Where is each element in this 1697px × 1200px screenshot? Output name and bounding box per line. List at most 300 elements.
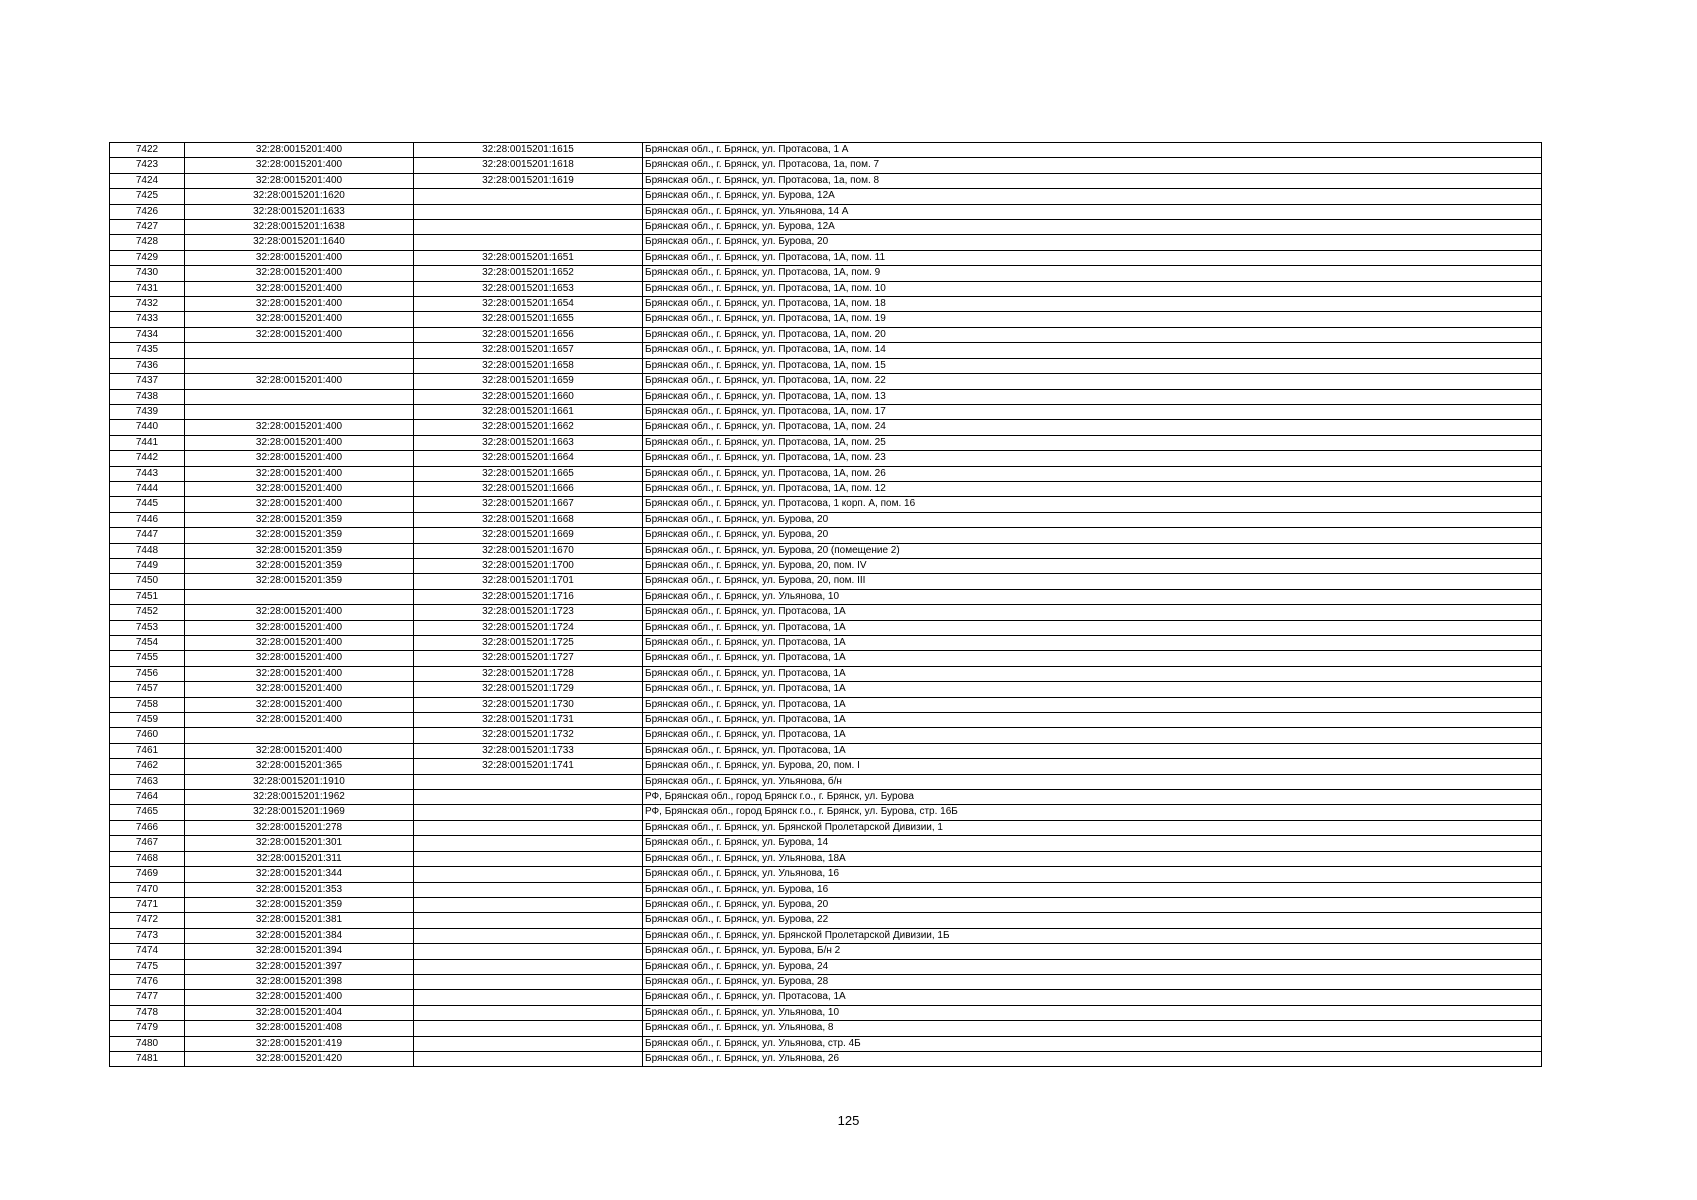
address-cell: Брянская обл., г. Брянск, ул. Протасова, 1А bbox=[643, 605, 1542, 620]
table-row bbox=[110, 666, 1542, 681]
parent-cadastral-number-cell: 32:28:0015201:400 bbox=[185, 605, 414, 620]
cadastral-number-cell: 32:28:0015201:1700 bbox=[414, 558, 643, 573]
table-row bbox=[110, 867, 1542, 882]
cadastral-number-cell: 32:28:0015201:1658 bbox=[414, 358, 643, 373]
cadastral-number-cell bbox=[414, 974, 643, 989]
cadastral-number-cell bbox=[414, 805, 643, 820]
cadastral-number-cell: 32:28:0015201:1716 bbox=[414, 589, 643, 604]
parent-cadastral-number-cell: 32:28:0015201:301 bbox=[185, 836, 414, 851]
table-row bbox=[110, 759, 1542, 774]
cadastral-number-cell: 32:28:0015201:1619 bbox=[414, 173, 643, 188]
row-number-cell: 7452 bbox=[110, 605, 185, 620]
table-row bbox=[110, 327, 1542, 342]
row-number-cell: 7469 bbox=[110, 867, 185, 882]
parent-cadastral-number-cell: 32:28:0015201:384 bbox=[185, 928, 414, 943]
row-number-cell: 7428 bbox=[110, 235, 185, 250]
parent-cadastral-number-cell: 32:28:0015201:359 bbox=[185, 543, 414, 558]
parent-cadastral-number-cell bbox=[185, 404, 414, 419]
page-number: 125 bbox=[837, 1113, 860, 1128]
cadastral-number-cell: 32:28:0015201:1729 bbox=[414, 682, 643, 697]
row-number-cell: 7440 bbox=[110, 420, 185, 435]
parent-cadastral-number-cell: 32:28:0015201:359 bbox=[185, 528, 414, 543]
address-cell: Брянская обл., г. Брянск, ул. Протасова, 1А, пом. 15 bbox=[643, 358, 1542, 373]
table-row bbox=[110, 805, 1542, 820]
row-number-cell: 7426 bbox=[110, 204, 185, 219]
cadastral-number-cell: 32:28:0015201:1652 bbox=[414, 266, 643, 281]
table-row bbox=[110, 944, 1542, 959]
cadastral-number-cell bbox=[414, 867, 643, 882]
table-row bbox=[110, 897, 1542, 912]
row-number-cell: 7475 bbox=[110, 959, 185, 974]
parent-cadastral-number-cell: 32:28:0015201:400 bbox=[185, 420, 414, 435]
parent-cadastral-number-cell: 32:28:0015201:400 bbox=[185, 158, 414, 173]
parent-cadastral-number-cell: 32:28:0015201:404 bbox=[185, 1005, 414, 1020]
row-number-cell: 7434 bbox=[110, 327, 185, 342]
parent-cadastral-number-cell: 32:28:0015201:400 bbox=[185, 620, 414, 635]
parent-cadastral-number-cell: 32:28:0015201:397 bbox=[185, 959, 414, 974]
row-number-cell: 7478 bbox=[110, 1005, 185, 1020]
table-row bbox=[110, 204, 1542, 219]
row-number-cell: 7436 bbox=[110, 358, 185, 373]
table-row bbox=[110, 605, 1542, 620]
row-number-cell: 7468 bbox=[110, 851, 185, 866]
table-row bbox=[110, 143, 1542, 158]
parent-cadastral-number-cell: 32:28:0015201:398 bbox=[185, 974, 414, 989]
parent-cadastral-number-cell bbox=[185, 358, 414, 373]
table-row bbox=[110, 466, 1542, 481]
cadastral-number-cell bbox=[414, 1051, 643, 1066]
row-number-cell: 7460 bbox=[110, 728, 185, 743]
parent-cadastral-number-cell: 32:28:0015201:1640 bbox=[185, 235, 414, 250]
table-row bbox=[110, 297, 1542, 312]
parent-cadastral-number-cell: 32:28:0015201:400 bbox=[185, 713, 414, 728]
table-row bbox=[110, 435, 1542, 450]
parent-cadastral-number-cell: 32:28:0015201:278 bbox=[185, 820, 414, 835]
cadastral-number-cell: 32:28:0015201:1741 bbox=[414, 759, 643, 774]
parent-cadastral-number-cell: 32:28:0015201:353 bbox=[185, 882, 414, 897]
parent-cadastral-number-cell: 32:28:0015201:400 bbox=[185, 143, 414, 158]
address-cell: Брянская обл., г. Брянск, ул. Протасова, 1А, пом. 19 bbox=[643, 312, 1542, 327]
address-cell: Брянская обл., г. Брянск, ул. Протасова, 1А, пом. 17 bbox=[643, 404, 1542, 419]
cadastral-number-cell bbox=[414, 820, 643, 835]
row-number-cell: 7424 bbox=[110, 173, 185, 188]
row-number-cell: 7453 bbox=[110, 620, 185, 635]
cadastral-number-cell: 32:28:0015201:1725 bbox=[414, 636, 643, 651]
table-row bbox=[110, 882, 1542, 897]
table-row bbox=[110, 1051, 1542, 1066]
parent-cadastral-number-cell: 32:28:0015201:400 bbox=[185, 497, 414, 512]
row-number-cell: 7430 bbox=[110, 266, 185, 281]
address-cell: Брянская обл., г. Брянск, ул. Протасова, 1А, пом. 20 bbox=[643, 327, 1542, 342]
parent-cadastral-number-cell bbox=[185, 589, 414, 604]
address-cell: Брянская обл., г. Брянск, ул. Бурова, 20 (помещение 2) bbox=[643, 543, 1542, 558]
row-number-cell: 7455 bbox=[110, 651, 185, 666]
address-cell: Брянская обл., г. Брянск, ул. Протасова, 1А bbox=[643, 728, 1542, 743]
table-row bbox=[110, 404, 1542, 419]
address-cell: Брянская обл., г. Брянск, ул. Бурова, 20, пом. I bbox=[643, 759, 1542, 774]
cadastral-number-cell: 32:28:0015201:1701 bbox=[414, 574, 643, 589]
row-number-cell: 7454 bbox=[110, 636, 185, 651]
parent-cadastral-number-cell: 32:28:0015201:1633 bbox=[185, 204, 414, 219]
cadastral-table bbox=[109, 142, 1542, 1067]
table-row bbox=[110, 1021, 1542, 1036]
cadastral-number-cell bbox=[414, 774, 643, 789]
table-row bbox=[110, 774, 1542, 789]
table-row bbox=[110, 974, 1542, 989]
address-cell: Брянская обл., г. Брянск, ул. Протасова, 1А, пом. 12 bbox=[643, 481, 1542, 496]
parent-cadastral-number-cell: 32:28:0015201:344 bbox=[185, 867, 414, 882]
address-cell: Брянская обл., г. Брянск, ул. Ульянова, 16 bbox=[643, 867, 1542, 882]
parent-cadastral-number-cell: 32:28:0015201:400 bbox=[185, 666, 414, 681]
cadastral-number-cell: 32:28:0015201:1668 bbox=[414, 512, 643, 527]
cadastral-number-cell bbox=[414, 913, 643, 928]
address-cell: Брянская обл., г. Брянск, ул. Протасова, 1А bbox=[643, 697, 1542, 712]
row-number-cell: 7445 bbox=[110, 497, 185, 512]
row-number-cell: 7446 bbox=[110, 512, 185, 527]
parent-cadastral-number-cell bbox=[185, 728, 414, 743]
address-cell: Брянская обл., г. Брянск, ул. Протасова, 1А bbox=[643, 743, 1542, 758]
parent-cadastral-number-cell: 32:28:0015201:400 bbox=[185, 297, 414, 312]
address-cell: Брянская обл., г. Брянск, ул. Протасова, 1А, пом. 9 bbox=[643, 266, 1542, 281]
cadastral-number-cell bbox=[414, 990, 643, 1005]
address-cell: Брянская обл., г. Брянск, ул. Протасова, 1А, пом. 22 bbox=[643, 374, 1542, 389]
parent-cadastral-number-cell: 32:28:0015201:365 bbox=[185, 759, 414, 774]
table-row bbox=[110, 266, 1542, 281]
address-cell: Брянская обл., г. Брянск, ул. Протасова, 1А, пом. 14 bbox=[643, 343, 1542, 358]
cadastral-number-cell: 32:28:0015201:1659 bbox=[414, 374, 643, 389]
row-number-cell: 7477 bbox=[110, 990, 185, 1005]
parent-cadastral-number-cell: 32:28:0015201:311 bbox=[185, 851, 414, 866]
address-cell: Брянская обл., г. Брянск, ул. Бурова, 14 bbox=[643, 836, 1542, 851]
cadastral-number-cell: 32:28:0015201:1730 bbox=[414, 697, 643, 712]
table-row bbox=[110, 451, 1542, 466]
row-number-cell: 7465 bbox=[110, 805, 185, 820]
cadastral-number-cell: 32:28:0015201:1653 bbox=[414, 281, 643, 296]
table-row bbox=[110, 374, 1542, 389]
cadastral-number-cell bbox=[414, 944, 643, 959]
row-number-cell: 7438 bbox=[110, 389, 185, 404]
table-row bbox=[110, 928, 1542, 943]
cadastral-number-cell: 32:28:0015201:1666 bbox=[414, 481, 643, 496]
parent-cadastral-number-cell: 32:28:0015201:420 bbox=[185, 1051, 414, 1066]
table-row bbox=[110, 235, 1542, 250]
table-row bbox=[110, 728, 1542, 743]
cadastral-number-cell: 32:28:0015201:1657 bbox=[414, 343, 643, 358]
address-cell: Брянская обл., г. Брянск, ул. Протасова, 1А, пом. 24 bbox=[643, 420, 1542, 435]
parent-cadastral-number-cell: 32:28:0015201:400 bbox=[185, 636, 414, 651]
row-number-cell: 7462 bbox=[110, 759, 185, 774]
cadastral-number-cell bbox=[414, 1005, 643, 1020]
cadastral-number-cell: 32:28:0015201:1615 bbox=[414, 143, 643, 158]
parent-cadastral-number-cell: 32:28:0015201:400 bbox=[185, 481, 414, 496]
cadastral-number-cell bbox=[414, 1021, 643, 1036]
cadastral-number-cell bbox=[414, 959, 643, 974]
row-number-cell: 7423 bbox=[110, 158, 185, 173]
address-cell: Брянская обл., г. Брянск, ул. Протасова, 1А, пом. 10 bbox=[643, 281, 1542, 296]
parent-cadastral-number-cell: 32:28:0015201:400 bbox=[185, 682, 414, 697]
row-number-cell: 7458 bbox=[110, 697, 185, 712]
table-row bbox=[110, 1005, 1542, 1020]
table-row bbox=[110, 697, 1542, 712]
row-number-cell: 7449 bbox=[110, 558, 185, 573]
table-row bbox=[110, 713, 1542, 728]
cadastral-number-cell bbox=[414, 882, 643, 897]
table-row bbox=[110, 420, 1542, 435]
address-cell: Брянская обл., г. Брянск, ул. Ульянова, стр. 4Б bbox=[643, 1036, 1542, 1051]
cadastral-number-cell: 32:28:0015201:1655 bbox=[414, 312, 643, 327]
cadastral-number-cell: 32:28:0015201:1656 bbox=[414, 327, 643, 342]
address-cell: Брянская обл., г. Брянск, ул. Бурова, 12А bbox=[643, 220, 1542, 235]
address-cell: Брянская обл., г. Брянск, ул. Ульянова, 18А bbox=[643, 851, 1542, 866]
table-row bbox=[110, 250, 1542, 265]
parent-cadastral-number-cell: 32:28:0015201:400 bbox=[185, 990, 414, 1005]
address-cell: Брянская обл., г. Брянск, ул. Протасова, 1а, пом. 7 bbox=[643, 158, 1542, 173]
address-cell: Брянская обл., г. Брянск, ул. Ульянова, 26 bbox=[643, 1051, 1542, 1066]
cadastral-number-cell: 32:28:0015201:1723 bbox=[414, 605, 643, 620]
parent-cadastral-number-cell: 32:28:0015201:1962 bbox=[185, 790, 414, 805]
cadastral-number-cell: 32:28:0015201:1724 bbox=[414, 620, 643, 635]
row-number-cell: 7472 bbox=[110, 913, 185, 928]
parent-cadastral-number-cell: 32:28:0015201:400 bbox=[185, 312, 414, 327]
row-number-cell: 7463 bbox=[110, 774, 185, 789]
row-number-cell: 7456 bbox=[110, 666, 185, 681]
parent-cadastral-number-cell: 32:28:0015201:400 bbox=[185, 374, 414, 389]
parent-cadastral-number-cell: 32:28:0015201:400 bbox=[185, 173, 414, 188]
row-number-cell: 7443 bbox=[110, 466, 185, 481]
table-row bbox=[110, 158, 1542, 173]
address-cell: Брянская обл., г. Брянск, ул. Бурова, Б/н 2 bbox=[643, 944, 1542, 959]
cadastral-number-cell: 32:28:0015201:1654 bbox=[414, 297, 643, 312]
address-cell: РФ, Брянская обл., город Брянск г.о., г. Брянск, ул. Бурова, стр. 16Б bbox=[643, 805, 1542, 820]
address-cell: Брянская обл., г. Брянск, ул. Протасова, 1А bbox=[643, 713, 1542, 728]
cadastral-number-cell: 32:28:0015201:1670 bbox=[414, 543, 643, 558]
parent-cadastral-number-cell: 32:28:0015201:400 bbox=[185, 697, 414, 712]
cadastral-number-cell bbox=[414, 928, 643, 943]
table-row bbox=[110, 913, 1542, 928]
address-cell: Брянская обл., г. Брянск, ул. Бурова, 20 bbox=[643, 897, 1542, 912]
table-row bbox=[110, 589, 1542, 604]
table-row bbox=[110, 481, 1542, 496]
cadastral-number-cell bbox=[414, 189, 643, 204]
table-row bbox=[110, 851, 1542, 866]
address-cell: Брянская обл., г. Брянск, ул. Протасова, 1 корп. А, пом. 16 bbox=[643, 497, 1542, 512]
row-number-cell: 7427 bbox=[110, 220, 185, 235]
row-number-cell: 7432 bbox=[110, 297, 185, 312]
cadastral-number-cell bbox=[414, 204, 643, 219]
cadastral-number-cell: 32:28:0015201:1665 bbox=[414, 466, 643, 481]
parent-cadastral-number-cell: 32:28:0015201:419 bbox=[185, 1036, 414, 1051]
row-number-cell: 7441 bbox=[110, 435, 185, 450]
parent-cadastral-number-cell: 32:28:0015201:1638 bbox=[185, 220, 414, 235]
row-number-cell: 7433 bbox=[110, 312, 185, 327]
table-row bbox=[110, 312, 1542, 327]
address-cell: Брянская обл., г. Брянск, ул. Бурова, 16 bbox=[643, 882, 1542, 897]
parent-cadastral-number-cell: 32:28:0015201:400 bbox=[185, 250, 414, 265]
row-number-cell: 7467 bbox=[110, 836, 185, 851]
table-row bbox=[110, 543, 1542, 558]
table-row bbox=[110, 682, 1542, 697]
address-cell: Брянская обл., г. Брянск, ул. Брянской Пролетарской Дивизии, 1 bbox=[643, 820, 1542, 835]
row-number-cell: 7476 bbox=[110, 974, 185, 989]
parent-cadastral-number-cell bbox=[185, 343, 414, 358]
cadastral-number-cell: 32:28:0015201:1662 bbox=[414, 420, 643, 435]
table-row bbox=[110, 528, 1542, 543]
parent-cadastral-number-cell: 32:28:0015201:1620 bbox=[185, 189, 414, 204]
address-cell: Брянская обл., г. Брянск, ул. Бурова, 24 bbox=[643, 959, 1542, 974]
parent-cadastral-number-cell: 32:28:0015201:408 bbox=[185, 1021, 414, 1036]
address-cell: Брянская обл., г. Брянск, ул. Протасова, 1А, пом. 13 bbox=[643, 389, 1542, 404]
address-cell: Брянская обл., г. Брянск, ул. Бурова, 20 bbox=[643, 528, 1542, 543]
table-row bbox=[110, 959, 1542, 974]
table-row bbox=[110, 512, 1542, 527]
table-row bbox=[110, 651, 1542, 666]
table-row bbox=[110, 636, 1542, 651]
table-row bbox=[110, 836, 1542, 851]
address-cell: Брянская обл., г. Брянск, ул. Протасова, 1А bbox=[643, 636, 1542, 651]
cadastral-number-cell: 32:28:0015201:1727 bbox=[414, 651, 643, 666]
address-cell: Брянская обл., г. Брянск, ул. Ульянова, б/н bbox=[643, 774, 1542, 789]
cadastral-number-cell bbox=[414, 790, 643, 805]
table-body bbox=[110, 143, 1542, 1067]
row-number-cell: 7474 bbox=[110, 944, 185, 959]
row-number-cell: 7461 bbox=[110, 743, 185, 758]
parent-cadastral-number-cell bbox=[185, 389, 414, 404]
parent-cadastral-number-cell: 32:28:0015201:400 bbox=[185, 466, 414, 481]
table-row bbox=[110, 358, 1542, 373]
cadastral-number-cell: 32:28:0015201:1667 bbox=[414, 497, 643, 512]
row-number-cell: 7429 bbox=[110, 250, 185, 265]
address-cell: Брянская обл., г. Брянск, ул. Ульянова, 8 bbox=[643, 1021, 1542, 1036]
row-number-cell: 7459 bbox=[110, 713, 185, 728]
address-cell: Брянская обл., г. Брянск, ул. Протасова, 1А bbox=[643, 620, 1542, 635]
cadastral-number-cell: 32:28:0015201:1651 bbox=[414, 250, 643, 265]
row-number-cell: 7470 bbox=[110, 882, 185, 897]
cadastral-number-cell: 32:28:0015201:1660 bbox=[414, 389, 643, 404]
table-row bbox=[110, 1036, 1542, 1051]
cadastral-number-cell: 32:28:0015201:1663 bbox=[414, 435, 643, 450]
parent-cadastral-number-cell: 32:28:0015201:400 bbox=[185, 651, 414, 666]
address-cell: Брянская обл., г. Брянск, ул. Протасова, 1а, пом. 8 bbox=[643, 173, 1542, 188]
row-number-cell: 7466 bbox=[110, 820, 185, 835]
address-cell: Брянская обл., г. Брянск, ул. Бурова, 20, пом. III bbox=[643, 574, 1542, 589]
address-cell: Брянская обл., г. Брянск, ул. Протасова, 1А, пом. 23 bbox=[643, 451, 1542, 466]
cadastral-number-cell bbox=[414, 220, 643, 235]
address-cell: Брянская обл., г. Брянск, ул. Протасова, 1А bbox=[643, 682, 1542, 697]
table-row bbox=[110, 820, 1542, 835]
table-row bbox=[110, 281, 1542, 296]
address-cell: Брянская обл., г. Брянск, ул. Ульянова, 10 bbox=[643, 589, 1542, 604]
cadastral-number-cell bbox=[414, 235, 643, 250]
address-cell: Брянская обл., г. Брянск, ул. Протасова, 1А bbox=[643, 651, 1542, 666]
table-row bbox=[110, 574, 1542, 589]
parent-cadastral-number-cell: 32:28:0015201:400 bbox=[185, 435, 414, 450]
table-row bbox=[110, 558, 1542, 573]
parent-cadastral-number-cell: 32:28:0015201:400 bbox=[185, 281, 414, 296]
row-number-cell: 7435 bbox=[110, 343, 185, 358]
row-number-cell: 7479 bbox=[110, 1021, 185, 1036]
table-row bbox=[110, 343, 1542, 358]
cadastral-number-cell: 32:28:0015201:1732 bbox=[414, 728, 643, 743]
cadastral-number-cell: 32:28:0015201:1731 bbox=[414, 713, 643, 728]
address-cell: Брянская обл., г. Брянск, ул. Протасова, 1 А bbox=[643, 143, 1542, 158]
table-row bbox=[110, 497, 1542, 512]
row-number-cell: 7457 bbox=[110, 682, 185, 697]
row-number-cell: 7437 bbox=[110, 374, 185, 389]
cadastral-number-cell: 32:28:0015201:1618 bbox=[414, 158, 643, 173]
row-number-cell: 7480 bbox=[110, 1036, 185, 1051]
cadastral-number-cell: 32:28:0015201:1661 bbox=[414, 404, 643, 419]
table-row bbox=[110, 620, 1542, 635]
address-cell: Брянская обл., г. Брянск, ул. Протасова, 1А bbox=[643, 666, 1542, 681]
table-row bbox=[110, 189, 1542, 204]
row-number-cell: 7448 bbox=[110, 543, 185, 558]
address-cell: Брянская обл., г. Брянск, ул. Бурова, 20 bbox=[643, 235, 1542, 250]
table-row bbox=[110, 173, 1542, 188]
parent-cadastral-number-cell: 32:28:0015201:400 bbox=[185, 451, 414, 466]
row-number-cell: 7431 bbox=[110, 281, 185, 296]
address-cell: Брянская обл., г. Брянск, ул. Протасова, 1А, пом. 25 bbox=[643, 435, 1542, 450]
address-cell: Брянская обл., г. Брянск, ул. Бурова, 22 bbox=[643, 913, 1542, 928]
cadastral-number-cell: 32:28:0015201:1669 bbox=[414, 528, 643, 543]
parent-cadastral-number-cell: 32:28:0015201:400 bbox=[185, 743, 414, 758]
address-cell: Брянская обл., г. Брянск, ул. Бурова, 28 bbox=[643, 974, 1542, 989]
address-cell: Брянская обл., г. Брянск, ул. Бурова, 20, пом. IV bbox=[643, 558, 1542, 573]
parent-cadastral-number-cell: 32:28:0015201:1969 bbox=[185, 805, 414, 820]
address-cell: Брянская обл., г. Брянск, ул. Ульянова, 14 А bbox=[643, 204, 1542, 219]
row-number-cell: 7439 bbox=[110, 404, 185, 419]
address-cell: Брянская обл., г. Брянск, ул. Брянской Пролетарской Дивизии, 1Б bbox=[643, 928, 1542, 943]
table-row bbox=[110, 990, 1542, 1005]
row-number-cell: 7450 bbox=[110, 574, 185, 589]
cadastral-number-cell bbox=[414, 851, 643, 866]
cadastral-number-cell: 32:28:0015201:1733 bbox=[414, 743, 643, 758]
address-cell: Брянская обл., г. Брянск, ул. Протасова, 1А, пом. 18 bbox=[643, 297, 1542, 312]
address-cell: Брянская обл., г. Брянск, ул. Ульянова, 10 bbox=[643, 1005, 1542, 1020]
row-number-cell: 7425 bbox=[110, 189, 185, 204]
parent-cadastral-number-cell: 32:28:0015201:394 bbox=[185, 944, 414, 959]
row-number-cell: 7447 bbox=[110, 528, 185, 543]
parent-cadastral-number-cell: 32:28:0015201:400 bbox=[185, 266, 414, 281]
cadastral-number-cell: 32:28:0015201:1728 bbox=[414, 666, 643, 681]
cadastral-number-cell bbox=[414, 897, 643, 912]
parent-cadastral-number-cell: 32:28:0015201:381 bbox=[185, 913, 414, 928]
row-number-cell: 7473 bbox=[110, 928, 185, 943]
row-number-cell: 7451 bbox=[110, 589, 185, 604]
address-cell: Брянская обл., г. Брянск, ул. Протасова, 1А, пом. 26 bbox=[643, 466, 1542, 481]
cadastral-number-cell bbox=[414, 1036, 643, 1051]
address-cell: Брянская обл., г. Брянск, ул. Бурова, 12А bbox=[643, 189, 1542, 204]
address-cell: Брянская обл., г. Брянск, ул. Бурова, 20 bbox=[643, 512, 1542, 527]
parent-cadastral-number-cell: 32:28:0015201:359 bbox=[185, 897, 414, 912]
parent-cadastral-number-cell: 32:28:0015201:1910 bbox=[185, 774, 414, 789]
cadastral-number-cell bbox=[414, 836, 643, 851]
parent-cadastral-number-cell: 32:28:0015201:400 bbox=[185, 327, 414, 342]
table-row bbox=[110, 220, 1542, 235]
row-number-cell: 7422 bbox=[110, 143, 185, 158]
row-number-cell: 7471 bbox=[110, 897, 185, 912]
table-row bbox=[110, 743, 1542, 758]
parent-cadastral-number-cell: 32:28:0015201:359 bbox=[185, 558, 414, 573]
parent-cadastral-number-cell: 32:28:0015201:359 bbox=[185, 512, 414, 527]
parent-cadastral-number-cell: 32:28:0015201:359 bbox=[185, 574, 414, 589]
row-number-cell: 7481 bbox=[110, 1051, 185, 1066]
address-cell: Брянская обл., г. Брянск, ул. Протасова, 1А, пом. 11 bbox=[643, 250, 1542, 265]
row-number-cell: 7444 bbox=[110, 481, 185, 496]
table-row bbox=[110, 389, 1542, 404]
row-number-cell: 7442 bbox=[110, 451, 185, 466]
cadastral-number-cell: 32:28:0015201:1664 bbox=[414, 451, 643, 466]
table-row bbox=[110, 790, 1542, 805]
